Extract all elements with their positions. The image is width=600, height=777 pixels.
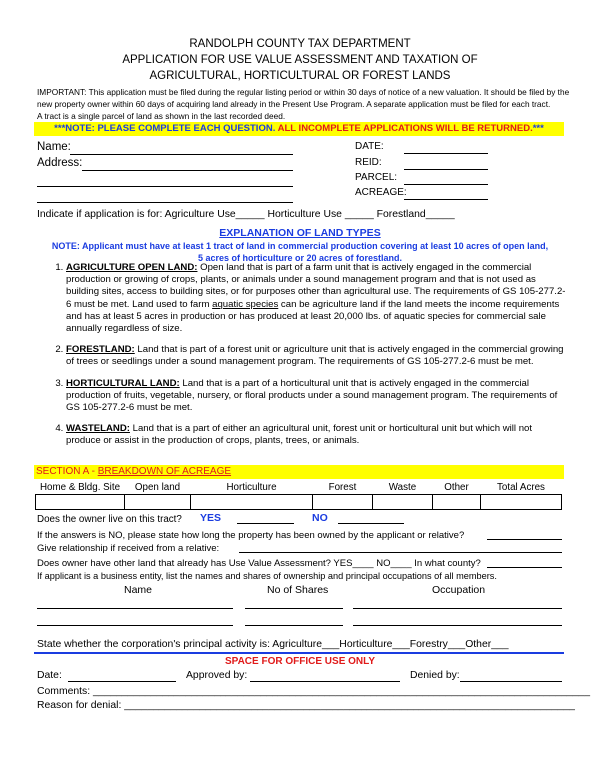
member-occupation-2[interactable] [353, 625, 562, 626]
cell-forest[interactable] [313, 495, 373, 510]
item-label: FORESTLAND: [66, 344, 135, 356]
explanation-title: EXPLANATION OF LAND TYPES [219, 227, 381, 239]
other-land-question: Does owner have other land that already has Use Value Assessment? YES____ NO____ In what county? [37, 558, 481, 569]
live-question: Does the owner live on this tract? [37, 514, 182, 525]
col-open: Open land [134, 481, 181, 493]
address-field-3[interactable] [37, 202, 293, 203]
list-item [66, 344, 566, 368]
member-name-1[interactable] [37, 608, 233, 609]
yes-option[interactable]: YES [200, 512, 222, 524]
approved-label: Approved by: [186, 670, 248, 681]
item-label: HORTICULTURAL LAND: [66, 377, 180, 389]
county-field[interactable] [487, 567, 562, 568]
section-divider [34, 652, 564, 654]
list-item [66, 378, 566, 415]
explanation-note-1: NOTE: Applicant must have at least 1 tract of land in commercial production covering at least 10 acres of open land, [51, 241, 549, 251]
item-text: Land that is a part of a horticultural unit that is actively engaged in the commercial production of fruits, vegetable, nursery, or floral products under a sound management program. The requirements of GS 105-277.2-6 must be met. [66, 377, 558, 414]
no-line[interactable] [338, 523, 404, 524]
header-line-3: AGRICULTURAL, HORTICULTURAL OR FOREST LANDS [149, 70, 451, 82]
important-line: A tract is a single parcel of land as shown in the last recorded deed. [37, 111, 286, 121]
business-question: If applicant is a business entity, list the names and shares of ownership and principal occupations of all members. [37, 571, 497, 581]
reid-label: REID: [355, 157, 382, 168]
note-bar [34, 122, 564, 136]
address-label: Address: [37, 157, 83, 169]
col-home: Home & Bldg. Site [39, 481, 121, 493]
office-date-label: Date: [37, 670, 62, 681]
cell-open[interactable] [125, 495, 191, 510]
header-line-2: APPLICATION FOR USE VALUE ASSESSMENT AND TAXATION OF [122, 54, 478, 66]
member-shares-2[interactable] [245, 625, 343, 626]
section-a-title: BREAKDOWN OF ACREAGE [97, 466, 232, 477]
name-label: Name: [37, 141, 71, 153]
item-text: Land that is a part of either an agricultural unit, forest unit or horticultural unit but which will not produce or assist in the production of crops, plants, trees, or animals. [66, 423, 533, 447]
col-horticulture: Horticulture [226, 481, 277, 493]
acreage-table [35, 480, 562, 510]
relationship-field[interactable] [239, 552, 562, 553]
comments-field[interactable]: Comments: ______________________________________________________________________________________ [37, 686, 590, 697]
member-name-2[interactable] [37, 625, 233, 626]
col-occupation-label: Occupation [432, 584, 486, 596]
table-header [36, 480, 562, 495]
address-field-2[interactable] [37, 186, 293, 187]
approved-field[interactable] [250, 681, 400, 682]
office-date-field[interactable] [68, 681, 176, 682]
date-field[interactable] [404, 153, 488, 154]
parcel-label: PARCEL: [355, 172, 398, 183]
reid-field[interactable] [404, 169, 488, 170]
parcel-field[interactable] [404, 184, 488, 185]
important-line: IMPORTANT: This application must be filed during the regular listing period or within 30 days of notice of a new valuation. It should be filed by the [37, 87, 570, 97]
note-text: ***NOTE: PLEASE COMPLETE EACH QUESTION. [54, 123, 278, 134]
section-a-label: SECTION A - [36, 466, 98, 477]
item-label: AGRICULTURE OPEN LAND: [66, 262, 198, 273]
important-notice [37, 86, 577, 122]
col-waste: Waste [388, 481, 417, 493]
name-field[interactable] [70, 154, 293, 155]
note-end: *** [532, 123, 544, 134]
item-text: can be agriculture land if the land meets the income requirements and has at least 5 acres in production or has produced at least 20,000 lbs. of aquatic species for commercial sale annually regardless of size. [66, 298, 560, 335]
list-item [66, 423, 566, 447]
denied-field[interactable] [460, 681, 562, 682]
acreage-label: ACREAGE: [355, 187, 407, 198]
col-other: Other [444, 481, 469, 493]
cell-horticulture[interactable] [191, 495, 313, 510]
cell-waste[interactable] [373, 495, 433, 510]
denied-label: Denied by: [410, 670, 460, 681]
member-shares-1[interactable] [245, 608, 343, 609]
important-line: new property owner within 60 days of acquiring land already in the Present Use Program. A separate application must be filed for each tract. [37, 99, 551, 109]
if-no-field[interactable] [487, 539, 562, 540]
note-warning: ALL INCOMPLETE APPLICATIONS WILL BE RETURNED. [277, 123, 533, 134]
office-title: SPACE FOR OFFICE USE ONLY [224, 656, 376, 667]
col-total: Total Acres [497, 481, 545, 493]
date-label: DATE: [355, 141, 384, 152]
col-shares-label: No of Shares [267, 584, 329, 596]
item-link: aquatic species [212, 298, 279, 310]
cell-total[interactable] [481, 495, 562, 510]
yes-line[interactable] [237, 523, 294, 524]
list-item [66, 262, 566, 335]
no-option[interactable]: NO [312, 512, 328, 524]
header-line-1: RANDOLPH COUNTY TAX DEPARTMENT [189, 38, 411, 50]
principal-activity[interactable]: State whether the corporation's principal activity is: Agriculture___Horticulture___Forestry___Other___ [37, 639, 509, 650]
indicate-use[interactable]: Indicate if application is for: Agriculture Use_____ Horticulture Use _____ Forestland_____ [37, 209, 455, 220]
address-field[interactable] [82, 170, 293, 171]
if-no-question: If the answers is NO, please state how long the property has been owned by the applicant or relative? [37, 530, 465, 541]
cell-home[interactable] [36, 495, 125, 510]
member-occupation-1[interactable] [353, 608, 562, 609]
item-text: Land that is part of a forest unit or agriculture unit that is actively engaged in the commercial growing of trees or seedlings under a sound management program. The requirements of GS 105-277.2-6 must be met. [66, 344, 564, 368]
item-label: WASTELAND: [66, 423, 130, 435]
item-text: Open land that is part of a farm unit that is actively engaged in the commercial production or growing of crops, plants, or animals under a sound management program and that is not used as building sites, access to building sites, or for purposes other than agricultural use. The requirements of GS 105-277.2-6 must be met. Land used to farm [66, 262, 566, 310]
relationship-question: Give relationship if received from a relative: [37, 543, 220, 554]
acreage-field[interactable] [404, 199, 488, 200]
reason-field[interactable]: Reason for denial: ______________________________________________________________________________ [37, 700, 575, 711]
cell-other[interactable] [433, 495, 481, 510]
col-name-label: Name [124, 584, 153, 596]
explanation-note-2: 5 acres of horticulture or 20 acres of forestland. [197, 253, 403, 263]
land-types-list [36, 262, 566, 457]
section-a-bar [34, 465, 564, 479]
col-forest: Forest [328, 481, 357, 493]
table-row [36, 495, 562, 510]
